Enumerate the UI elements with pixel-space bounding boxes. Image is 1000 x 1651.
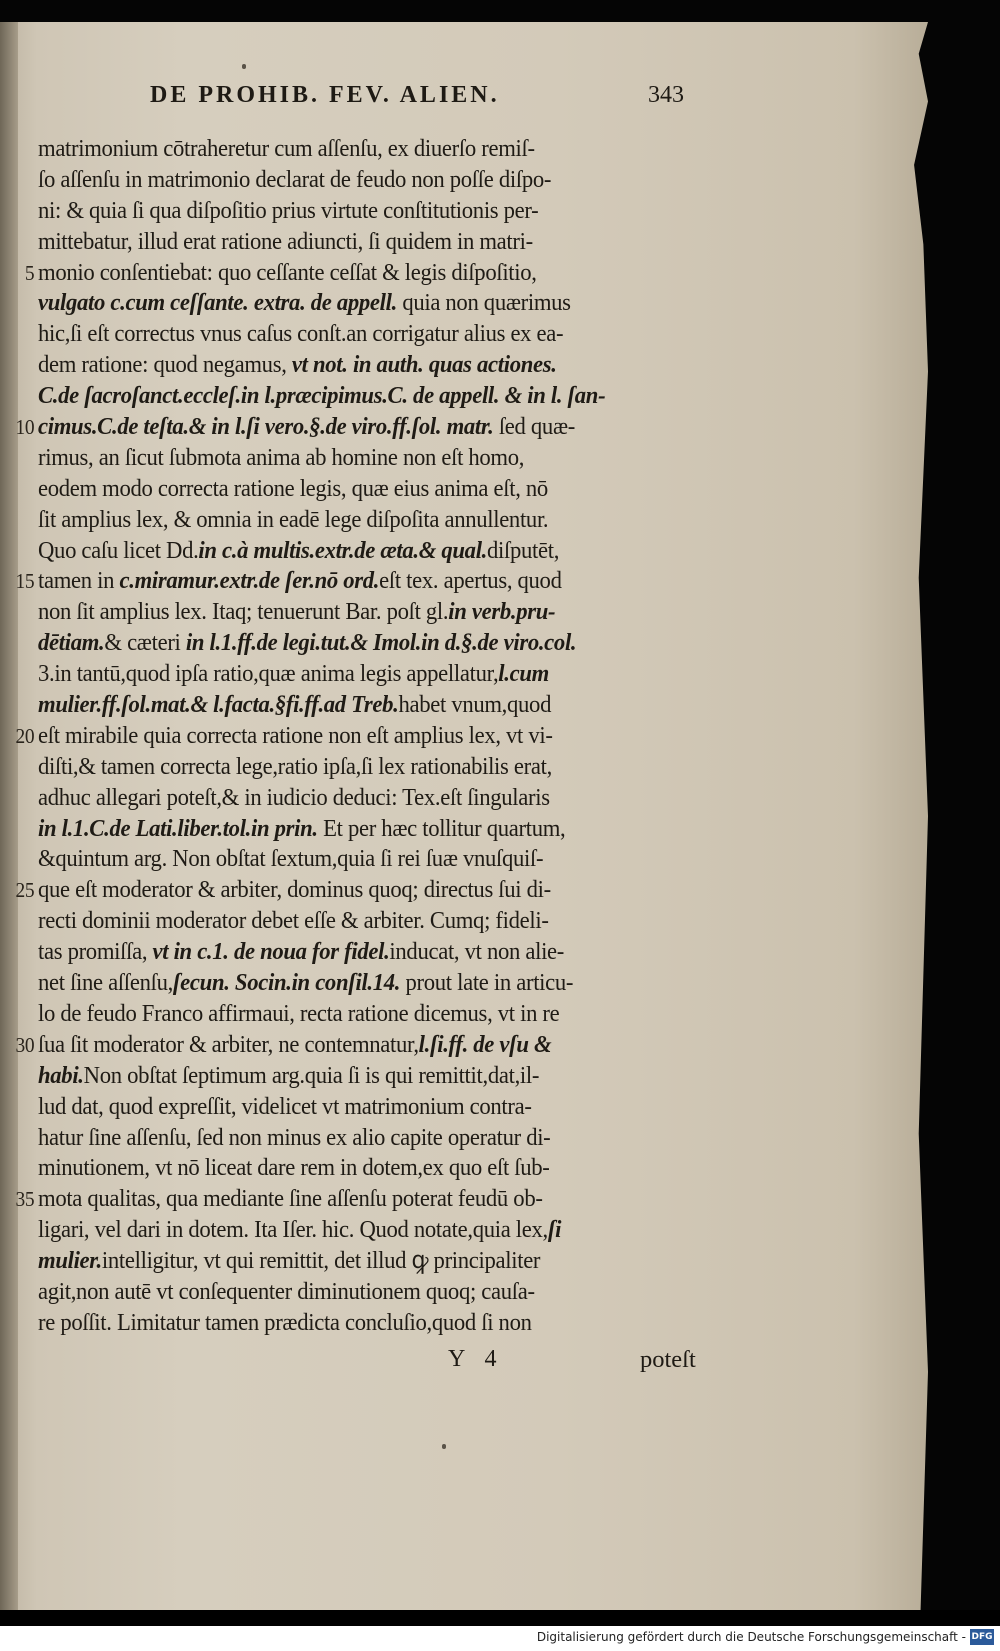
- text-line: [38, 288, 686, 319]
- citation-italic: ſi: [547, 1216, 562, 1244]
- page-speck: [442, 1444, 446, 1449]
- text-segment: 3.in tantū,quod ipſa ratio,quæ anima legis appellatur,: [38, 660, 499, 688]
- text-line: [15, 1030, 686, 1061]
- running-head: DE PROHIB. FEV. ALIEN.: [150, 82, 500, 108]
- text-segment: &quintum arg. Non obſtat ſextum,quia ſi rei ſuæ vnuſquiſ-: [38, 845, 544, 873]
- text-segment: rimus, an ſicut ſubmota anima ab homine non eſt homo,: [38, 443, 525, 471]
- text-segment: ſit amplius lex, & omnia in eadē lege diſpoſita annullentur.: [38, 505, 549, 533]
- text-segment: net ſine aſſenſu,: [38, 969, 173, 997]
- text-line: [38, 165, 686, 196]
- text-segment: tas promiſſa,: [38, 938, 153, 966]
- text-segment: lud dat, quod expreſſit, videlicet vt matrimonium contra-: [38, 1092, 532, 1120]
- signature-mark: Y 4: [448, 1346, 497, 1372]
- citation-italic: vt in c.1. de noua for fidel.: [152, 938, 390, 966]
- body-text: [15, 134, 738, 1339]
- text-segment: habet vnum,quod: [398, 691, 552, 719]
- citation-italic: l.ſi.ff. de vſu &: [418, 1030, 552, 1058]
- text-segment: re poſſit. Limitatur tamen prædicta concluſio,quod ſi non: [38, 1308, 532, 1336]
- text-line: [38, 319, 686, 350]
- text-segment: intelligitur, vt qui remittit, det illud ꝙ principaliter: [101, 1247, 541, 1275]
- line-number: 25: [15, 878, 35, 903]
- text-line: [38, 597, 686, 628]
- text-segment: monio conſentiebat: quo ceſſante ceſſat & legis diſpoſitio,: [38, 258, 537, 286]
- text-line: [15, 1184, 686, 1215]
- text-line: [38, 536, 686, 567]
- citation-italic: c.miramur.extr.de ſer.nō ord.: [119, 567, 380, 595]
- line-number: 5: [24, 260, 35, 285]
- text-segment: ſo aſſenſu in matrimonio declarat de feudo non poſſe diſpo-: [38, 165, 552, 193]
- text-line: [38, 350, 686, 381]
- citation-italic: vt not. in auth. quas actiones.: [291, 351, 557, 379]
- text-line: [38, 443, 686, 474]
- text-segment: ni: & quia ſi qua diſpoſitio prius virtute conſtitutionis per-: [38, 196, 539, 224]
- text-segment: tamen in: [38, 567, 120, 595]
- text-segment: dem ratione: quod negamus,: [38, 351, 292, 379]
- text-line: [38, 1308, 686, 1339]
- text-line: [38, 474, 686, 505]
- text-line: [38, 1215, 686, 1246]
- text-line: [38, 659, 686, 690]
- text-line: [38, 134, 686, 165]
- text-line: [38, 1123, 686, 1154]
- text-segment: mota qualitas, qua mediante ſine aſſenſu poterat feudū ob-: [38, 1185, 543, 1213]
- text-line: [38, 844, 686, 875]
- citation-italic: mulier.ff.ſol.mat.& l.facta.§fi.ff.ad Treb.: [38, 691, 399, 719]
- text-segment: ſua ſit moderator & arbiter, ne contemnatur,: [38, 1030, 419, 1058]
- text-line: [38, 1277, 686, 1308]
- text-line: [38, 906, 686, 937]
- text-segment: diſti,& tamen correcta lege,ratio ipſa,ſi lex rationabilis erat,: [38, 752, 552, 780]
- line-number: 35: [15, 1187, 35, 1212]
- text-line: [15, 566, 686, 597]
- text-segment: eſt tex. apertus, quod: [379, 567, 562, 595]
- citation-italic: ſecun. Socin.in conſil.14.: [172, 969, 401, 997]
- page-number: 343: [648, 82, 684, 108]
- line-number: 20: [15, 723, 35, 748]
- text-line: [38, 1061, 686, 1092]
- text-segment: que eſt moderator & arbiter, dominus quoq; directus ſui di-: [38, 876, 551, 904]
- footer-bar: [0, 1626, 1000, 1651]
- citation-italic: cimus.C.de teſta.& in l.ſi vero.§.de viro.ff.ſol. matr.: [38, 413, 494, 441]
- text-segment: prout late in articu-: [400, 969, 574, 997]
- text-segment: quia non quærimus: [396, 289, 571, 317]
- text-line: [38, 196, 686, 227]
- text-segment: recti dominii moderator debet eſſe & arbiter. Cumq; fideli-: [38, 907, 549, 935]
- text-line: [15, 721, 686, 752]
- text-segment: non ſit amplius lex. Itaq; tenuerunt Bar. poſt gl.: [38, 598, 449, 626]
- citation-italic: dētiam.: [38, 629, 105, 657]
- citation-italic: in c.à multis.extr.de æta.& qual.: [198, 536, 488, 564]
- text-line: [38, 1153, 686, 1184]
- text-segment: Et per hæc tollitur quartum,: [317, 814, 566, 842]
- text-line: [15, 412, 686, 443]
- text-line: [38, 999, 686, 1030]
- citation-italic: in l.1.ff.de legi.tut.& Imol.in d.§.de viro.col.: [185, 629, 577, 657]
- text-line: [38, 752, 686, 783]
- text-segment: inducat, vt non alie-: [389, 938, 565, 966]
- text-segment: eſt mirabile quia correcta ratione non eſt amplius lex, vt vi-: [38, 721, 553, 749]
- text-segment: & cæteri: [104, 629, 186, 657]
- text-segment: Non obſtat ſeptimum arg.quia ſi is qui remittit,dat,il-: [83, 1061, 540, 1089]
- dfg-logo: DFG: [970, 1629, 994, 1645]
- text-segment: adhuc allegari poteſt,& in iudicio deduci: Tex.eſt ſingularis: [38, 783, 550, 811]
- text-segment: hic,ſi eſt correctus vnus caſus conſt.an corrigatur alius ex ea-: [38, 320, 564, 348]
- text-line: [24, 258, 686, 289]
- text-line: [38, 814, 686, 845]
- text-line: [38, 1092, 686, 1123]
- line-number: 15: [15, 569, 35, 594]
- citation-italic: l.cum: [498, 660, 549, 688]
- citation-italic: mulier.: [38, 1247, 102, 1275]
- footer-credit: Digitalisierung gefördert durch die Deutsche Forschungsgemeinschaft -: [536, 1630, 966, 1644]
- page-speck: [242, 64, 246, 69]
- text-segment: hatur ſine aſſenſu, ſed non minus ex alio capite operatur di-: [38, 1123, 551, 1151]
- catchword: poteſt: [640, 1346, 696, 1373]
- text-segment: minutionem, vt nō liceat dare rem in dotem,ex quo eſt ſub-: [38, 1154, 550, 1182]
- text-segment: agit,non autē vt conſequenter diminutionem quoq; cauſa-: [38, 1277, 535, 1305]
- citation-italic: in verb.pru-: [448, 598, 556, 626]
- text-line: [38, 381, 686, 412]
- text-line: [38, 690, 686, 721]
- citation-italic: C.de ſacroſanct.eccleſ.in l.præcipimus.C. de appell. & in l. ſan-: [38, 382, 606, 410]
- citation-italic: vulgato c.cum ceſſante. extra. de appell.: [38, 289, 397, 317]
- text-line: [38, 227, 686, 258]
- citation-italic: habi.: [38, 1061, 84, 1089]
- text-line: [38, 1246, 686, 1277]
- text-segment: lo de feudo Franco affirmaui, recta ratione dicemus, vt in re: [38, 999, 560, 1027]
- text-segment: ligari, vel dari in dotem. Ita Iſer. hic. Quod notate,quia lex,: [38, 1216, 548, 1244]
- text-segment: matrimonium cōtraheretur cum aſſenſu, ex diuerſo remiſ-: [38, 135, 535, 162]
- text-line: [38, 937, 686, 968]
- text-line: [38, 968, 686, 999]
- text-segment: Quo caſu licet Dd.: [38, 536, 199, 564]
- text-segment: ſed quæ-: [493, 413, 575, 441]
- citation-italic: in l.1.C.de Lati.liber.tol.in prin.: [38, 814, 318, 842]
- text-segment: mittebatur, illud erat ratione adiuncti, ſi quidem in matri-: [38, 227, 533, 255]
- text-line: [38, 628, 686, 659]
- text-segment: diſputēt,: [487, 536, 560, 564]
- text-line: [15, 875, 686, 906]
- text-segment: eodem modo correcta ratione legis, quæ eius anima eſt, nō: [38, 474, 548, 502]
- text-line: [38, 783, 686, 814]
- line-number: 10: [15, 415, 35, 440]
- line-number: 30: [15, 1032, 35, 1057]
- text-line: [38, 505, 686, 536]
